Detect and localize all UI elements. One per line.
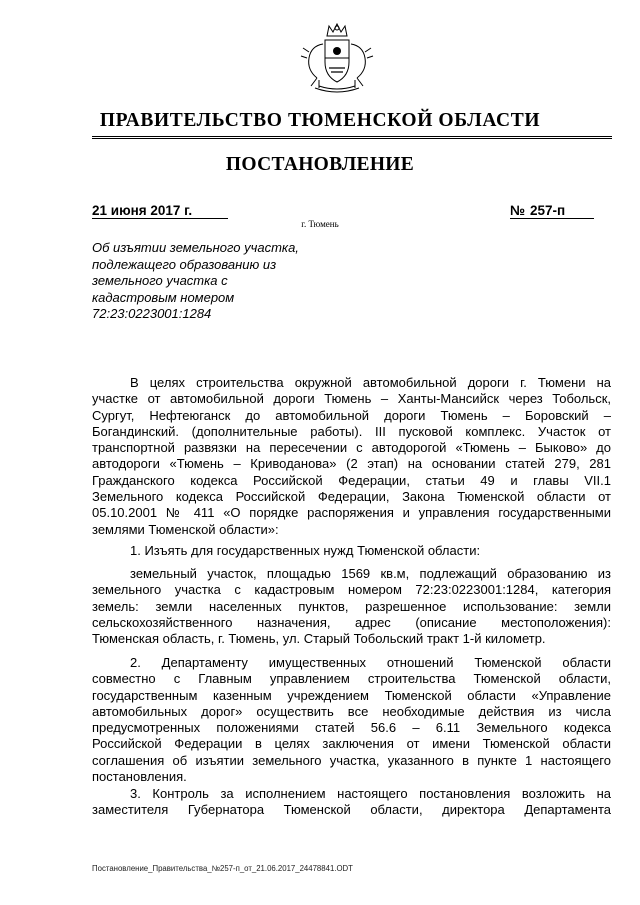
text-line: Гражданского кодекса Российской Федерации, статьи 49 и главы VII.1 (92, 472, 611, 488)
item-2-paragraph (92, 655, 611, 785)
text-line: Земельного кодекса Российской Федерации, Закона Тюменской области от (92, 489, 611, 505)
subject-line: Об изъятии земельного участка, (92, 240, 299, 255)
text-line: 1. Изъять для государственных нужд Тюменской области: (130, 543, 481, 558)
document-subject (92, 240, 299, 323)
preamble-paragraph (92, 375, 611, 538)
header-divider (92, 136, 612, 137)
item-1-paragraph (92, 543, 611, 559)
text-line: земель: земли населенных пунктов, разрешенное использование: земли (92, 598, 611, 614)
text-line: заместителя Губернатора Тюменской области, директора Департамента (92, 802, 611, 818)
text-line: соглашения об изъятии земельного участка, указанного в пункте 1 настоящего (92, 752, 611, 768)
government-title: ПРАВИТЕЛЬСТВО ТЮМЕНСКОЙ ОБЛАСТИ (99, 110, 541, 131)
text-line: 3. Контроль за исполнением настоящего постановления возложить на (130, 786, 611, 801)
text-line: Сургут, Нефтеюганск до автомобильной дороги Тюмень – Боровский – (92, 407, 611, 423)
number-sign: № (510, 203, 526, 218)
text-line: совместно с Главным управлением строительства Тюменской области, (92, 671, 611, 687)
header-divider-thin (92, 138, 612, 139)
text-line: 2. Департаменту имущественных отношений Тюменской области (130, 655, 611, 670)
subject-line: подлежащего образованию из (92, 256, 277, 272)
document-city: г. Тюмень (301, 219, 339, 229)
subject-line: земельного участка с (92, 273, 228, 288)
subject-line: 72:23:0223001:1284 (92, 306, 212, 321)
text-line: автомобильных дорог» осуществить все необходимые действия из числа (92, 703, 611, 719)
document-number-field (510, 203, 594, 219)
text-line: государственным казенным учреждением Тюменской области «Управление (92, 687, 611, 703)
text-line: В целях строительства окружной автомобильной дороги г. Тюмени на (130, 375, 611, 390)
item-1-detail-paragraph (92, 566, 611, 647)
text-line: землями Тюменской области»: (92, 521, 279, 537)
document-date: 21 июня 2017 г. (92, 203, 228, 219)
text-line: участке от автомобильной дороги Тюмень – Ханты-Мансийск через Тобольск, (92, 391, 611, 407)
document-type: ПОСТАНОВЛЕНИЕ (225, 154, 415, 175)
item-3-paragraph (92, 786, 611, 819)
text-line: сельскохозяйственного назначения, адрес (описание местоположения): (92, 614, 611, 630)
text-line: 05.10.2001 № 411 «О порядке распоряжения и управления государственными (92, 505, 611, 521)
text-line: постановления. (92, 769, 187, 785)
document-number: 257-п (530, 203, 566, 218)
subject-line: кадастровым номером (92, 289, 235, 305)
text-line: транспортной развязки на пересечении с автодорогой «Тюмень – Быково» до (92, 440, 611, 456)
coat-of-arms-icon (297, 22, 377, 96)
text-line: Российской Федерации в целях заключения от имени Тюменской области (92, 736, 611, 752)
text-line: автодороги «Тюмень – Криводанова» (2 этап) на основании статей 279, 281 (92, 456, 611, 472)
text-line: земельный участок, площадью 1569 кв.м, подлежащий образованию из (130, 566, 611, 581)
text-line: предусмотренных положениями статей 56.6 – 6.11 Земельного кодекса (92, 720, 611, 736)
file-name-footer: Постановление_Правительства_№257-п_от_21.06.2017_24478841.ODT (92, 864, 353, 873)
text-line: земельного участка с кадастровым номером 72:23:0223001:1284, категория (92, 582, 611, 598)
text-line: Богандинский. (дополнительные работы). III пусковой комплекс. Участок от (92, 423, 611, 439)
text-line: Тюменская область, г. Тюмень, ул. Старый Тобольский тракт 1-й километр. (92, 631, 546, 647)
